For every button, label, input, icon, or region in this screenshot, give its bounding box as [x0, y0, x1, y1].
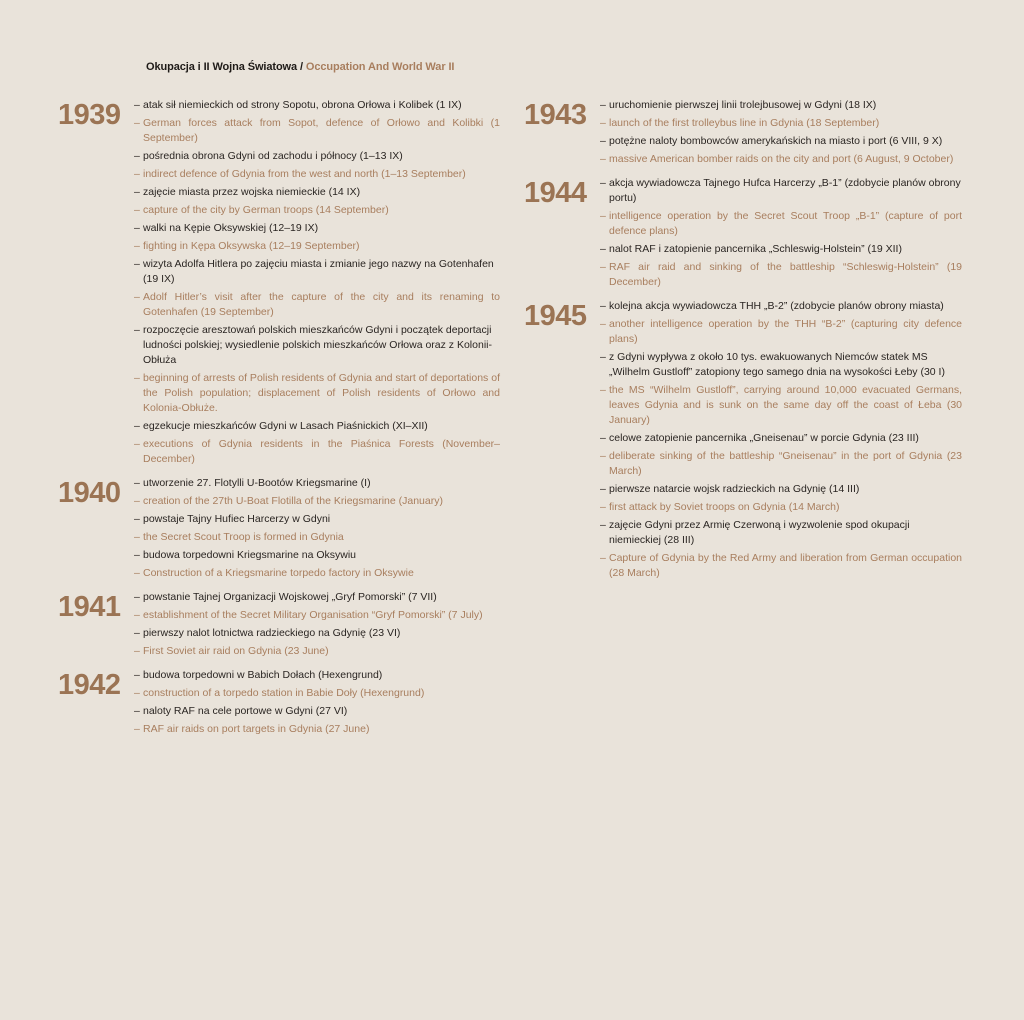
event-polish — [600, 350, 962, 380]
event-text: beginning of arrests of Polish residents of Gdynia and start of deportations of the Polish population; displacement of Polish residents of Orłowo and Kolonia-Obłuże. — [143, 372, 500, 414]
event-english — [600, 260, 962, 290]
event-polish — [600, 134, 962, 149]
event-polish — [134, 98, 500, 113]
dash-marker: – — [134, 150, 140, 162]
year-label: 1942 — [58, 669, 121, 701]
dash-marker: – — [600, 153, 606, 165]
event-polish — [134, 257, 500, 287]
event-polish — [134, 668, 500, 683]
year-label: 1941 — [58, 591, 121, 623]
event-text: German forces attack from Sopot, defence of Orłowo and Kolibki (1 September) — [143, 117, 500, 144]
event-text: deliberate sinking of the battleship “Gneisenau” in the port of Gdynia (23 March) — [609, 450, 962, 477]
dash-marker: – — [600, 135, 606, 147]
dash-marker: – — [134, 687, 140, 699]
dash-marker: – — [134, 669, 140, 681]
dash-marker: – — [134, 705, 140, 717]
event-polish — [600, 482, 962, 497]
event-text: Capture of Gdynia by the Red Army and liberation from German occupation (28 March) — [609, 552, 962, 579]
dash-marker: – — [134, 240, 140, 252]
event-text: zajęcie Gdyni przez Armię Czerwoną i wyzwolenie spod okupacji niemieckiej (28 III) — [609, 519, 910, 546]
event-text: construction of a torpedo station in Babie Doły (Hexengrund) — [143, 687, 425, 699]
dash-marker: – — [600, 432, 606, 444]
event-text: intelligence operation by the Secret Scout Troop „B-1” (capture of port defence plans) — [609, 210, 962, 237]
event-text: rozpoczęcie aresztowań polskich mieszkańców Gdyni i początek deportacji ludności polskiej; wysiedlenie polskich mieszkańców Orłowa oraz z Kolonii-Obłuża — [143, 324, 492, 366]
event-text: pośrednia obrona Gdyni od zachodu i północy (1–13 IX) — [143, 150, 403, 162]
dash-marker: – — [134, 168, 140, 180]
event-text: creation of the 27th U-Boat Flotilla of the Kriegsmarine (January) — [143, 495, 443, 507]
event-english — [134, 494, 500, 509]
event-text: uruchomienie pierwszej linii trolejbusowej w Gdyni (18 IX) — [609, 99, 877, 111]
event-text: utworzenie 27. Flotylli U-Bootów Kriegsmarine (I) — [143, 477, 371, 489]
dash-marker: – — [600, 450, 606, 462]
event-text: walki na Kępie Oksywskiej (12–19 IX) — [143, 222, 319, 234]
event-polish — [134, 590, 500, 605]
timeline-right-column — [524, 98, 962, 590]
event-text: massive American bomber raids on the city and port (6 August, 9 October) — [609, 153, 954, 165]
event-text: fighting in Kępa Oksywska (12–19 September) — [143, 240, 360, 252]
year-block-1944 — [524, 176, 962, 290]
event-polish — [134, 323, 500, 368]
event-text: RAF air raids on port targets in Gdynia (27 June) — [143, 723, 370, 735]
event-text: pierwszy nalot lotnictwa radzieckiego na Gdynię (23 VI) — [143, 627, 401, 639]
event-english — [600, 551, 962, 581]
event-english — [600, 449, 962, 479]
dash-marker: – — [134, 549, 140, 561]
event-text: capture of the city by German troops (14 September) — [143, 204, 389, 216]
event-english — [134, 686, 500, 701]
dash-marker: – — [134, 477, 140, 489]
event-polish — [134, 548, 500, 563]
year-block-1942 — [58, 668, 500, 737]
dash-marker: – — [134, 513, 140, 525]
dash-marker: – — [134, 222, 140, 234]
dash-marker: – — [600, 210, 606, 222]
event-text: naloty RAF na cele portowe w Gdyni (27 VI) — [143, 705, 348, 717]
event-text: powstanie Tajnej Organizacji Wojskowej „Gryf Pomorski” (7 VII) — [143, 591, 437, 603]
page-heading — [146, 61, 454, 73]
event-text: z Gdyni wypływa z około 10 tys. ewakuowanych Niemców statek MS „Wilhelm Gustloff” zatopiony tego samego dnia na wysokości Łeby (30 I) — [609, 351, 945, 378]
event-polish — [134, 476, 500, 491]
dash-marker: – — [134, 99, 140, 111]
year-label: 1944 — [524, 177, 587, 209]
event-english — [134, 167, 500, 182]
event-english — [134, 290, 500, 320]
event-english — [134, 530, 500, 545]
event-english — [600, 500, 962, 515]
dash-marker: – — [600, 384, 606, 396]
event-english — [134, 116, 500, 146]
event-text: the Secret Scout Troop is formed in Gdynia — [143, 531, 344, 543]
event-polish — [600, 299, 962, 314]
event-text: executions of Gdynia residents in the Piaśnica Forests (November–December) — [143, 438, 500, 465]
event-english — [600, 209, 962, 239]
event-english — [134, 566, 500, 581]
event-english — [134, 239, 500, 254]
event-polish — [600, 176, 962, 206]
dash-marker: – — [134, 117, 140, 129]
dash-marker: – — [600, 261, 606, 273]
event-text: kolejna akcja wywiadowcza THH „B-2” (zdobycie planów obrony miasta) — [609, 300, 944, 312]
event-english — [134, 203, 500, 218]
heading-separator: / — [297, 61, 306, 73]
event-text: launch of the first trolleybus line in Gdynia (18 September) — [609, 117, 880, 129]
dash-marker: – — [134, 204, 140, 216]
dash-marker: – — [134, 291, 140, 303]
dash-marker: – — [134, 609, 140, 621]
dash-marker: – — [134, 495, 140, 507]
year-block-1940 — [58, 476, 500, 581]
event-english — [134, 437, 500, 467]
event-polish — [134, 185, 500, 200]
dash-marker: – — [134, 438, 140, 450]
event-text: celowe zatopienie pancernika „Gneisenau” w porcie Gdynia (23 III) — [609, 432, 919, 444]
event-text: zajęcie miasta przez wojska niemieckie (14 IX) — [143, 186, 361, 198]
dash-marker: – — [600, 177, 606, 189]
event-text: potężne naloty bombowców amerykańskich na miasto i port (6 VIII, 9 X) — [609, 135, 943, 147]
event-polish — [134, 512, 500, 527]
event-english — [134, 608, 500, 623]
event-english — [600, 116, 962, 131]
dash-marker: – — [134, 591, 140, 603]
event-polish — [600, 242, 962, 257]
event-text: another intelligence operation by the THH “B-2” (capturing city defence plans) — [609, 318, 962, 345]
event-text: Construction of a Kriegsmarine torpedo factory in Oksywie — [143, 567, 414, 579]
dash-marker: – — [134, 531, 140, 543]
dash-marker: – — [134, 627, 140, 639]
dash-marker: – — [600, 243, 606, 255]
event-polish — [600, 518, 962, 548]
dash-marker: – — [600, 483, 606, 495]
dash-marker: – — [134, 567, 140, 579]
event-text: establishment of the Secret Military Organisation “Gryf Pomorski” (7 July) — [143, 609, 483, 621]
year-gap — [524, 584, 962, 590]
event-english — [600, 152, 962, 167]
event-polish — [600, 98, 962, 113]
dash-marker: – — [600, 519, 606, 531]
event-text: atak sił niemieckich od strony Sopotu, obrona Orłowa i Kolibek (1 IX) — [143, 99, 462, 111]
year-label: 1940 — [58, 477, 121, 509]
year-block-1939 — [58, 98, 500, 467]
dash-marker: – — [134, 372, 140, 384]
event-text: pierwsze natarcie wojsk radzieckich na Gdynię (14 III) — [609, 483, 860, 495]
event-text: first attack by Soviet troops on Gdynia (14 March) — [609, 501, 840, 513]
event-english — [134, 644, 500, 659]
dash-marker: – — [134, 258, 140, 270]
dash-marker: – — [134, 420, 140, 432]
year-block-1941 — [58, 590, 500, 659]
dash-marker: – — [600, 99, 606, 111]
event-text: budowa torpedowni w Babich Dołach (Hexengrund) — [143, 669, 383, 681]
event-text: egzekucje mieszkańców Gdyni w Lasach Piaśnickich (XI–XII) — [143, 420, 428, 432]
dash-marker: – — [134, 324, 140, 336]
dash-marker: – — [600, 501, 606, 513]
dash-marker: – — [600, 552, 606, 564]
event-english — [600, 383, 962, 428]
dash-marker: – — [600, 117, 606, 129]
event-english — [134, 722, 500, 737]
dash-marker: – — [134, 723, 140, 735]
year-label: 1943 — [524, 99, 587, 131]
year-label: 1939 — [58, 99, 121, 131]
event-english — [134, 371, 500, 416]
dash-marker: – — [600, 351, 606, 363]
heading-english: Occupation And World War II — [305, 61, 455, 73]
event-polish — [134, 704, 500, 719]
dash-marker: – — [134, 645, 140, 657]
event-text: RAF air raid and sinking of the battleship “Schleswig-Holstein” (19 December) — [609, 261, 962, 288]
event-text: the MS “Wilhelm Gustloff”, carrying around 10,000 evacuated Germans, leaves Gdynia and is sunk on the same day off the coast of Łeba (30 January) — [609, 384, 962, 426]
event-text: akcja wywiadowcza Tajnego Hufca Harcerzy „B-1” (zdobycie planów obrony portu) — [609, 177, 961, 204]
event-text: indirect defence of Gdynia from the west and north (1–13 September) — [143, 168, 466, 180]
event-polish — [134, 626, 500, 641]
event-english — [600, 317, 962, 347]
event-polish — [600, 431, 962, 446]
event-polish — [134, 419, 500, 434]
dash-marker: – — [134, 186, 140, 198]
event-text: nalot RAF i zatopienie pancernika „Schleswig-Holstein” (19 XII) — [609, 243, 902, 255]
timeline-left-column — [58, 98, 500, 746]
event-text: First Soviet air raid on Gdynia (23 June) — [143, 645, 329, 657]
dash-marker: – — [600, 300, 606, 312]
year-label: 1945 — [524, 300, 587, 332]
year-block-1943 — [524, 98, 962, 167]
event-text: budowa torpedowni Kriegsmarine na Oksywiu — [143, 549, 357, 561]
dash-marker: – — [600, 318, 606, 330]
event-polish — [134, 149, 500, 164]
event-polish — [134, 221, 500, 236]
year-gap — [58, 740, 500, 746]
event-text: powstaje Tajny Hufiec Harcerzy w Gdyni — [143, 513, 331, 525]
year-block-1945 — [524, 299, 962, 581]
event-text: wizyta Adolfa Hitlera po zajęciu miasta i zmianie jego nazwy na Gotenhafen (19 IX) — [143, 258, 494, 285]
event-text: Adolf Hitler’s visit after the capture of the city and its renaming to Gotenhafen (19 September) — [143, 291, 500, 318]
heading-polish: Okupacja i II Wojna Światowa — [146, 61, 298, 73]
